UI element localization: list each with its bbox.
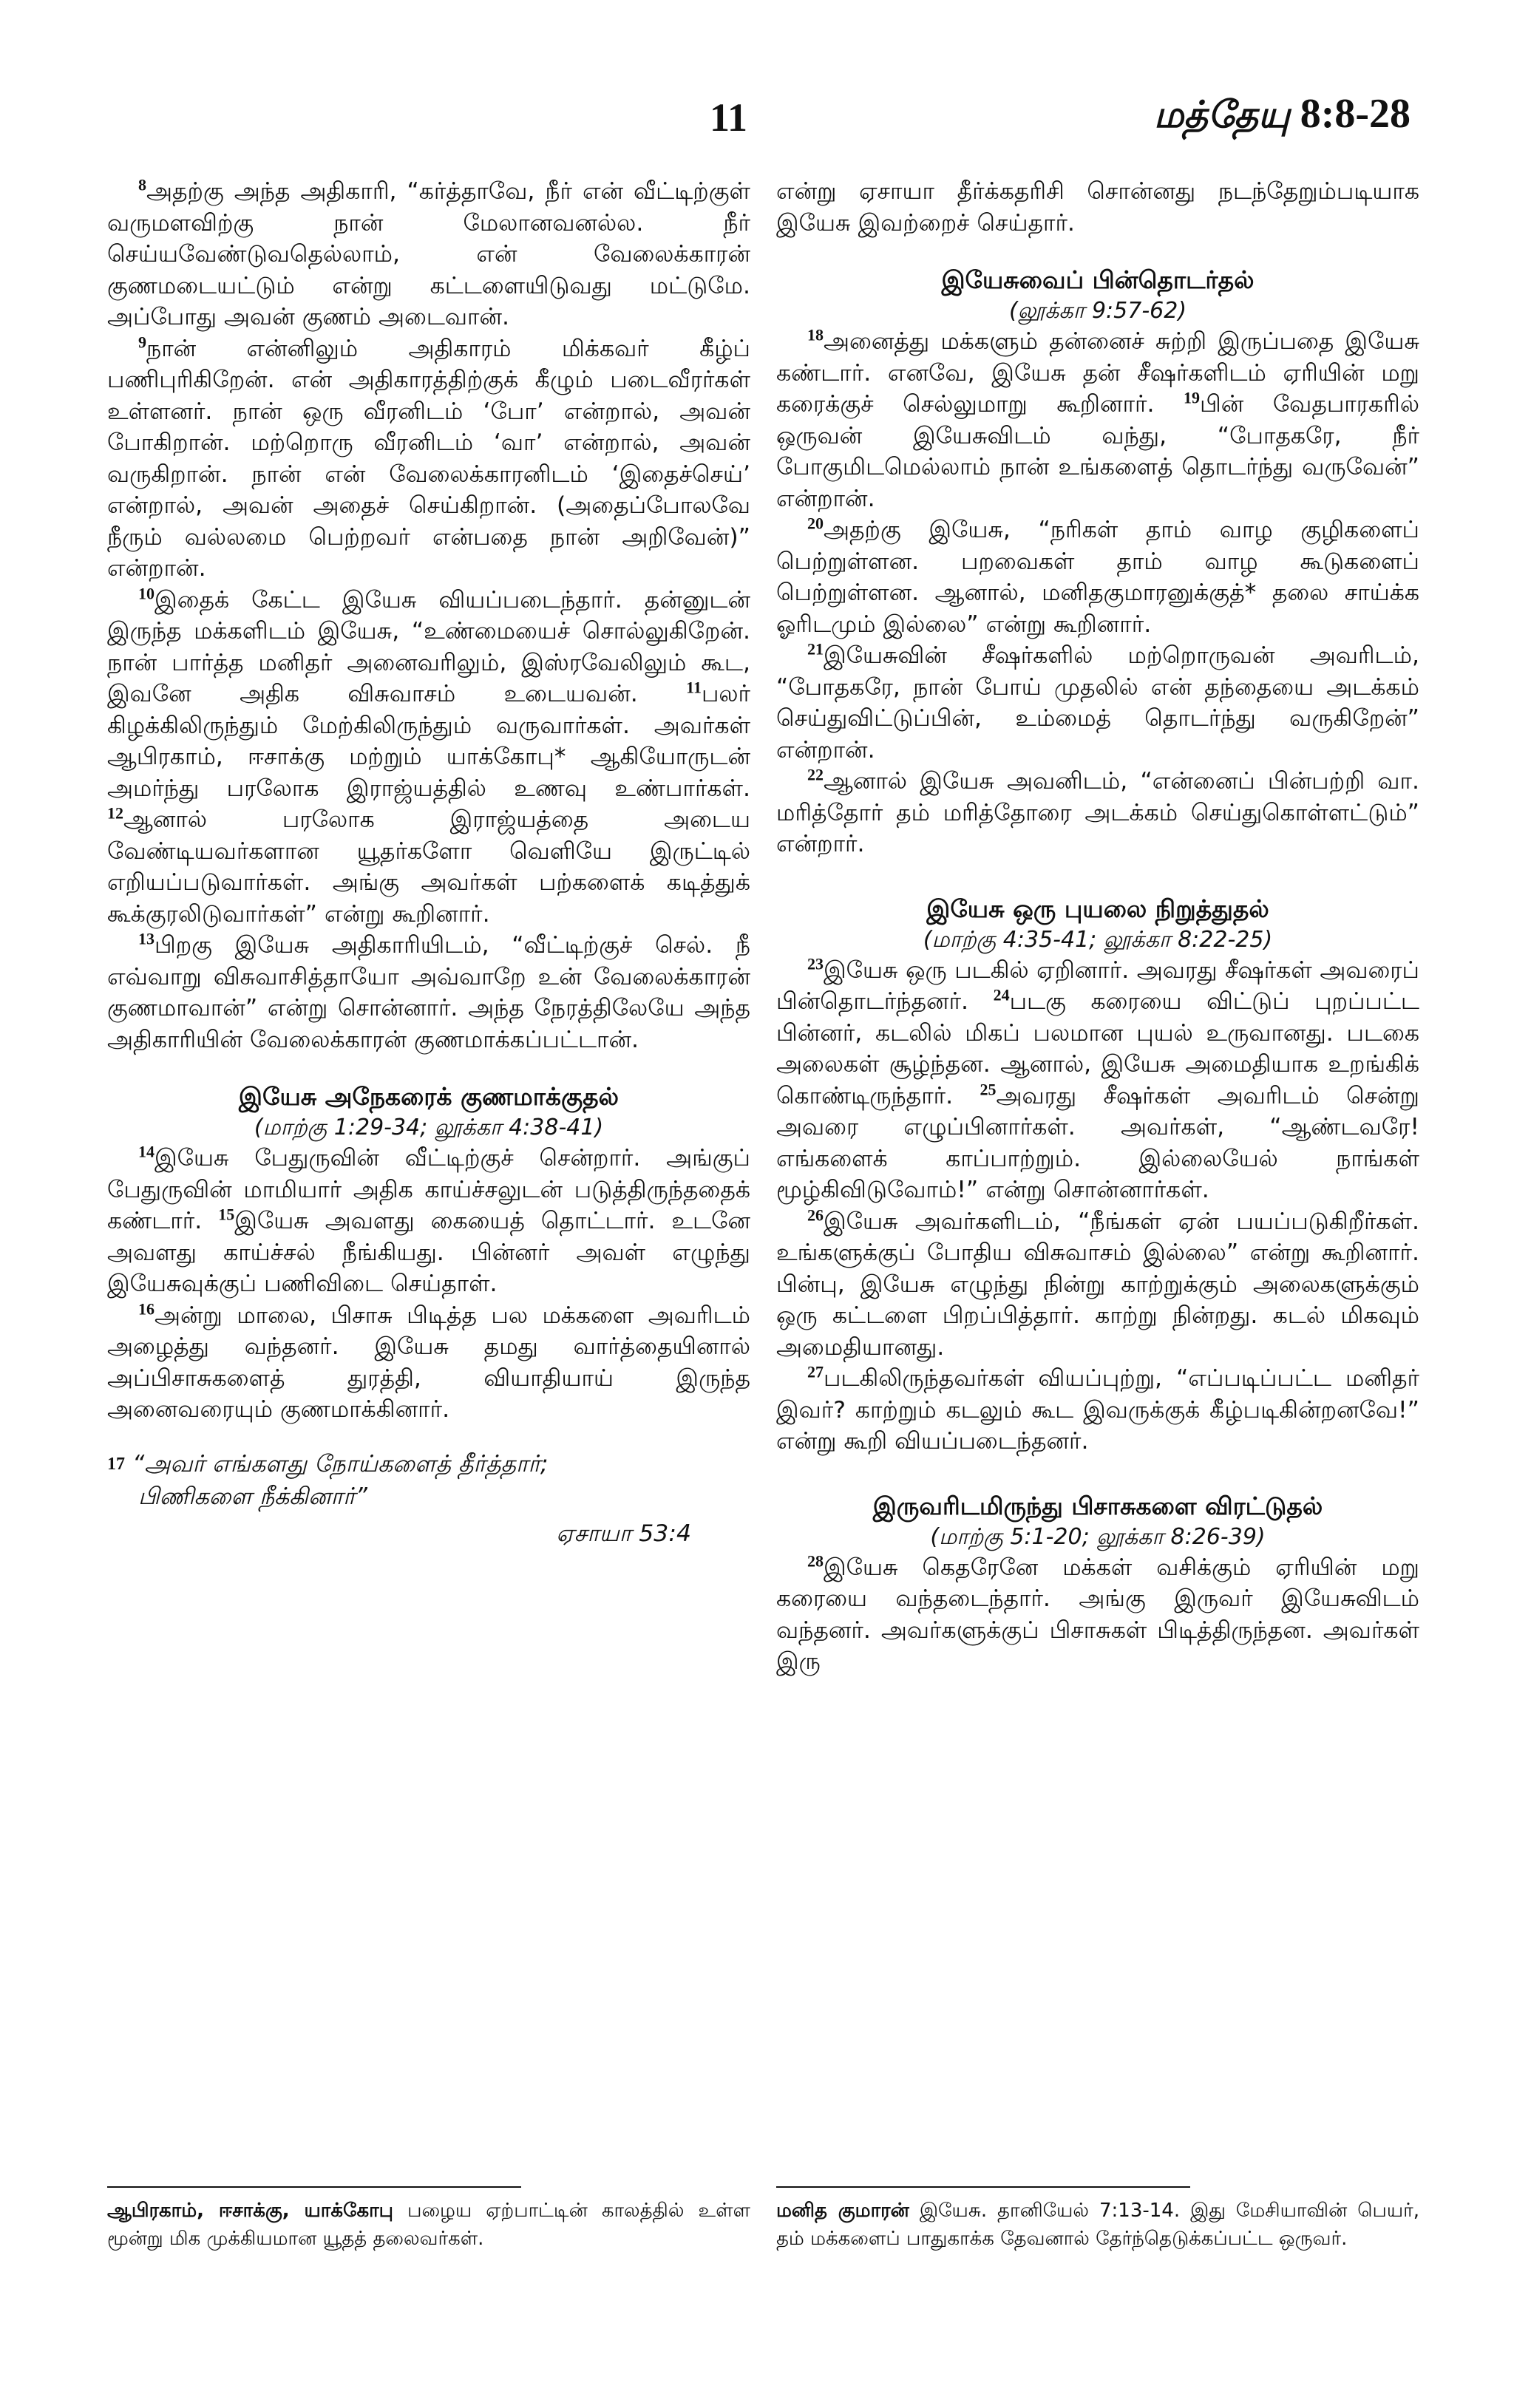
verse-paragraph xyxy=(107,930,750,1055)
verse-text: என்று ஏசாயா தீர்க்கதரிசி சொன்னது நடந்தேறும்படியாக இயேசு இவற்றைச் செய்தார். xyxy=(776,178,1419,237)
verse-number: 13 xyxy=(138,929,155,948)
right-column xyxy=(776,176,1419,1678)
section-reference: (மாற்கு 1:29-34; லூக்கா 4:38-41) xyxy=(254,1115,604,1140)
footnote-rule-right xyxy=(776,2186,1190,2188)
verse-number: 19 xyxy=(1184,388,1201,407)
running-head xyxy=(1154,90,1411,141)
footnote-term: ஆபிரகாம், ஈசாக்கு, யாக்கோபு xyxy=(107,2200,394,2222)
verse-text: ஆனால் இயேசு அவனிடம், “என்னைப் பின்பற்றி வா. மரித்தோர் தம் மரித்தோரை அடக்கம் செய்துகொள்ளட்டும்” என்றார். xyxy=(776,768,1419,857)
verse-number: 21 xyxy=(807,639,824,659)
verse-paragraph xyxy=(776,514,1419,640)
verse-number: 22 xyxy=(807,765,824,784)
verse-paragraph xyxy=(107,585,750,931)
footnote-rule-left xyxy=(107,2186,521,2188)
footnote-right xyxy=(776,2197,1419,2253)
verse-paragraph xyxy=(776,1206,1419,1364)
verse-number: 26 xyxy=(807,1205,824,1224)
verse-text: நான் என்னிலும் அதிகாரம் மிக்கவர் கீழ்ப் பணிபுரிகிறேன். என் அதிகாரத்திற்குக் கீழும் படைவீரர்கள் உள்ளனர். நான் ஒரு வீரனிடம் ‘போ’ என்றால், அவன் போகிறான். மற்றொரு வீரனிடம் ‘வா’ என்றால், அவன் வருகிறான். நான் என் வேலைக்காரனிடம் ‘இதைச்செய்’ என்றால், அவன் அதைச் செய்கிறான். (அதைப்போலவே நீரும் வல்லமை பெற்றவர் என்பதை நான் அறிவேன்)” என்றான். xyxy=(107,335,750,582)
verse-paragraph xyxy=(107,333,750,585)
verse-number: 15 xyxy=(218,1205,235,1224)
verse-paragraph xyxy=(776,1363,1419,1458)
quote-line: பிணிகளை நீக்கினார்” xyxy=(138,1483,367,1510)
section-heading: இயேசு அநேகரைக் குணமாக்குதல் xyxy=(238,1082,619,1111)
verse-number: 16 xyxy=(138,1299,155,1318)
verse-paragraph xyxy=(776,766,1419,860)
section-heading: இயேசுவைப் பின்தொடர்தல் xyxy=(941,265,1255,294)
verse-number: 27 xyxy=(807,1362,824,1381)
verse-number: 24 xyxy=(993,985,1010,1004)
verse-number: 18 xyxy=(807,325,824,344)
footnote-text: இயேசு. தானியேல் 7:13-14. இது மேசியாவின் பெயர், தம் மக்களைப் பாதுகாக்க தேவனால் தேர்ந்தெடுக்கப்பட்ட ஒருவர். xyxy=(776,2200,1420,2250)
verse-paragraph xyxy=(776,955,1419,1206)
verse-number: 20 xyxy=(807,514,824,533)
verse-text: படகிலிருந்தவர்கள் வியப்புற்று, “எப்படிப்பட்ட மனிதர் இவர்? காற்றும் கடலும் கூட இவருக்குக் கீழ்படிகின்றனவே!” என்று கூறி வியப்படைந்தனர். xyxy=(776,1365,1419,1455)
verse-number: 23 xyxy=(807,954,824,973)
verse-text: இயேசு அவர்களிடம், “நீங்கள் ஏன் பயப்படுகிறீர்கள். உங்களுக்குப் போதிய விசுவாசம் இல்லை” என்று கூறினார். பின்பு, இயேசு எழுந்து நின்று காற்றுக்கும் அலைகளுக்கும் ஒரு கட்டளை பிறப்பித்தார். காற்று நின்றது. கடல் மிகவும் அமைதியானது. xyxy=(776,1208,1419,1361)
section-heading: இயேசு ஒரு புயலை நிறுத்துதல் xyxy=(926,894,1269,923)
quote-source: ஏசாயா 53:4 xyxy=(556,1520,691,1547)
running-head-book: மத்தேயு xyxy=(1153,93,1290,136)
verse-paragraph xyxy=(776,1552,1419,1678)
page-number: 11 xyxy=(710,95,748,140)
verse-paragraph xyxy=(776,326,1419,514)
verse-paragraph xyxy=(107,1300,750,1426)
section-reference: (மாற்கு 4:35-41; லூக்கா 8:22-25) xyxy=(923,926,1273,953)
verse-text: அனைத்து மக்களும் தன்னைச் சுற்றி இருப்பதை இயேசு கண்டார். எனவே, இயேசு தன் சீஷர்களிடம் ஏரியின் மறு கரைக்குச் செல்லுமாறு கூறினார். xyxy=(776,328,1419,418)
verse-text: அவரது சீஷர்கள் அவரிடம் சென்று அவரை எழுப்பினார்கள். அவர்கள், “ஆண்டவரே! எங்களைக் காப்பாற்றும். இல்லையேல் நாங்கள் மூழ்கிவிடுவோம்!” என்று சொன்னார்கள். xyxy=(776,1082,1419,1203)
running-head-chapter: 8:8-28 xyxy=(1300,91,1411,137)
footnote-left xyxy=(107,2197,750,2253)
quote-text: “அவர் எங்களது நோய்களைத் தீர்த்தார்; xyxy=(132,1450,549,1477)
poetry-quote xyxy=(107,1448,750,1550)
verse-text: இயேசுவின் சீஷர்களில் மற்றொருவன் அவரிடம், “போதகரே, நான் போய் முதலில் என் தந்தையை அடக்கம் செய்துவிட்டுப்பின், உம்மைத் தொடர்ந்து வருகிறேன்” என்றான். xyxy=(776,642,1419,763)
verse-text: இயேசு பேதுருவின் வீட்டிற்குச் சென்றார். அங்குப் பேதுருவின் மாமியார் அதிக காய்ச்சலுடன் படுத்திருந்ததைக் கண்டார். xyxy=(107,1145,750,1234)
verse-number: 8 xyxy=(138,175,146,194)
left-column xyxy=(107,176,750,1550)
verse-text: அதற்கு அந்த அதிகாரி, “கர்த்தாவே, நீர் என் வீட்டிற்குள் வருமளவிற்கு நான் மேலானவனல்ல. நீர் செய்யவேண்டுவதெல்லாம், என் வேலைக்காரன் குணமடையட்டும் என்று கட்டளையிடுவது மட்டுமே. அப்போது அவன் குணம் அடைவான். xyxy=(107,178,750,330)
verse-paragraph xyxy=(107,1143,750,1300)
verse-number: 11 xyxy=(686,678,702,697)
verse-text: அன்று மாலை, பிசாசு பிடித்த பல மக்களை அவரிடம் அழைத்து வந்தனர். இயேசு தமது வார்த்தையினால் அப்பிசாசுகளைத் துரத்தி, வியாதியாய் இருந்த அனைவரையும் குணமாக்கினார். xyxy=(107,1302,750,1423)
verse-text: பிறகு இயேசு அதிகாரியிடம், “வீட்டிற்குச் செல். நீ எவ்வாறு விசுவாசித்தாயோ அவ்வாறே உன் வேலைக்காரன் குணமாவான்” என்று சொன்னார். அந்த நேரத்திலேயே அந்த அதிகாரியின் வேலைக்காரன் குணமாக்கப்பட்டான். xyxy=(107,932,750,1053)
verse-text: அதற்கு இயேசு, “நரிகள் தாம் வாழ குழிகளைப் பெற்றுள்ளன. பறவைகள் தாம் வாழ கூடுகளைப் பெற்றுள்ளன. ஆனால், மனிதகுமாரனுக்குத்* தலை சாய்க்க ஓரிடமும் இல்லை” என்று கூறினார். xyxy=(776,517,1419,638)
verse-text: இயேசு கெதரேனே மக்கள் வசிக்கும் ஏரியின் மறு கரையை வந்தடைந்தார். அங்கு இருவர் இயேசுவிடம் வந்தனர். அவர்களுக்குப் பிசாசுகள் பிடித்திருந்தன. அவர்கள் இரு xyxy=(776,1554,1419,1675)
verse-paragraph xyxy=(107,176,750,333)
section-reference: (லூக்கா 9:57-62) xyxy=(1008,298,1187,324)
verse-number: 28 xyxy=(807,1551,824,1570)
verse-number: 25 xyxy=(980,1080,997,1098)
verse-text: படகு கரையை விட்டுப் புறப்பட்ட பின்னர், கடலில் மிகப் பலமான புயல் உருவானது. படகை அலைகள் சூழ்ந்தன. ஆனால், இயேசு அமைதியாக உறங்கிக் கொண்டிருந்தார். xyxy=(776,988,1420,1109)
verse-number: 12 xyxy=(107,803,123,823)
section-reference: (மாற்கு 5:1-20; லூக்கா 8:26-39) xyxy=(930,1523,1266,1550)
verse-text: ஆனால் பரலோக இராஜ்யத்தை அடைய வேண்டியவர்களான யூதர்களோ வெளியே இருட்டில் எறியப்படுவார்கள். அங்கு அவர்கள் பற்களைக் கடித்துக் கூக்குரலிடுவார்கள்” என்று கூறினார். xyxy=(107,806,750,928)
section-heading: இருவரிடமிருந்து பிசாசுகளை விரட்டுதல் xyxy=(872,1491,1323,1520)
footnote-text: பழைய ஏற்பாட்டின் காலத்தில் உள்ள மூன்று மிக முக்கியமான யூதத் தலைவர்கள். xyxy=(107,2200,751,2250)
footnote-term: மனித குமாரன் xyxy=(776,2200,909,2222)
verse-number: 10 xyxy=(138,584,155,602)
verse-paragraph xyxy=(776,176,1419,239)
verse-text: பின் வேதபாரகரில் ஒருவன் இயேசுவிடம் வந்து, “போதகரே, நீர் போகுமிடமெல்லாம் நான் உங்களைத் தொடர்ந்து வருவேன்” என்றான். xyxy=(776,391,1419,512)
verse-number: 14 xyxy=(138,1142,155,1161)
verse-text: இயேசு அவளது கையைத் தொட்டார். உடனே அவளது காய்ச்சல் நீங்கியது. பின்னர் அவள் எழுந்து இயேசுவுக்குப் பணிவிடை செய்தாள். xyxy=(107,1208,750,1297)
verse-text: பலர் கிழக்கிலிருந்தும் மேற்கிலிருந்தும் வருவார்கள். அவர்கள் ஆபிரகாம், ஈசாக்கு மற்றும் யாக்கோபு* ஆகியோருடன் அமர்ந்து பரலோக இராஜ்யத்தில் உணவு உண்பார்கள். xyxy=(107,681,750,802)
verse-text: இதைக் கேட்ட இயேசு வியப்படைந்தார். தன்னுடன் இருந்த மக்களிடம் இயேசு, “உண்மையைச் சொல்லுகிறேன். நான் பார்த்த மனிதர் அனைவரிலும், இஸ்ரவேலிலும் கூட, இவனே அதிக விசுவாசம் உடையவன். xyxy=(107,586,750,707)
verse-number: 9 xyxy=(138,333,146,351)
quote-line xyxy=(107,1448,750,1480)
quote-verse-number: 17 xyxy=(107,1454,125,1474)
verse-paragraph xyxy=(776,640,1419,766)
verse-text: இயேசு ஒரு படகில் ஏறினார். அவரது சீஷர்கள் அவரைப் பின்தொடர்ந்தனர். xyxy=(776,956,1419,1015)
